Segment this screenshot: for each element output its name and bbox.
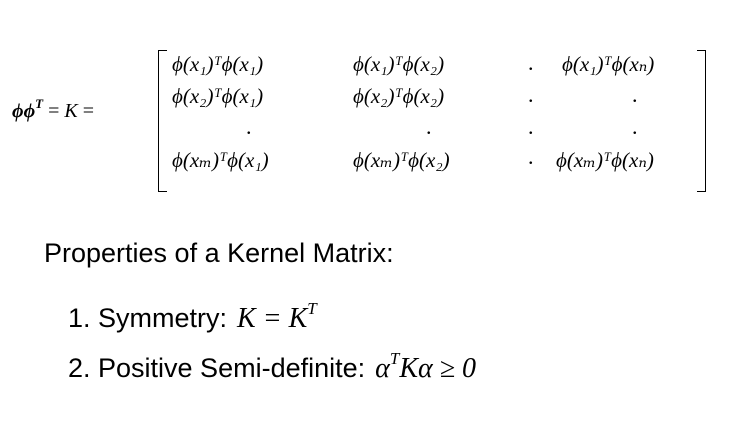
phi-phi-symbol: ϕϕ (12, 100, 36, 122)
matrix-cell-r4c4: ϕ(xₘ)ᵀϕ(xₙ) (556, 148, 654, 172)
equation-lhs (12, 96, 94, 123)
formula-superscript: T (307, 299, 317, 318)
property-label: 2. Positive Semi-definite: (68, 353, 366, 383)
matrix-cell-r1c1: ϕ(x₁)ᵀϕ(x₁) (172, 52, 264, 76)
matrix-cell-r4c2: ϕ(xₘ)ᵀϕ(x₂) (353, 148, 450, 172)
formula-main: K = K (237, 303, 308, 334)
matrix-cell-r4c1: ϕ(xₘ)ᵀϕ(x₁) (172, 148, 269, 172)
matrix-cell-r3c4: . (632, 114, 638, 139)
matrix-cell-r3c3: . (528, 114, 534, 139)
matrix-cell-r4c3: . (528, 144, 534, 169)
equals-sign-2: = (77, 100, 95, 122)
formula-superscript: T (389, 349, 400, 368)
equals-sign: = (43, 100, 65, 122)
matrix-cell-r2c3: . (528, 82, 534, 107)
formula-pre: α (375, 353, 390, 384)
matrix-left-bracket (158, 50, 167, 192)
matrix-cell-r3c2: . (426, 114, 432, 139)
matrix-cell-r2c4: . (632, 82, 638, 107)
matrix-cell-r3c1: . (246, 114, 252, 139)
property-positive-semidefinite (68, 349, 476, 385)
properties-heading: Properties of a Kernel Matrix: (44, 238, 394, 268)
property-label: 1. Symmetry: (68, 303, 228, 333)
kernel-matrix-equation (12, 46, 717, 196)
kernel-matrix (158, 46, 706, 196)
matrix-right-bracket (697, 50, 706, 192)
matrix-cell-r1c2: ϕ(x₁)ᵀϕ(x₂) (353, 52, 445, 76)
matrix-cell-r1c3: . (528, 50, 534, 75)
property-symmetry (68, 299, 317, 335)
property-formula (237, 299, 317, 334)
matrix-cell-r1c4: ϕ(x₁)ᵀϕ(xₙ) (562, 52, 655, 76)
k-symbol: K (64, 100, 78, 122)
property-formula (375, 349, 477, 384)
formula-post: Kα ≥ 0 (399, 353, 477, 384)
matrix-cell-r2c2: ϕ(x₂)ᵀϕ(x₂) (353, 84, 445, 108)
matrix-cell-r2c1: ϕ(x₂)ᵀϕ(x₁) (172, 84, 264, 108)
transpose-superscript: T (35, 96, 44, 111)
